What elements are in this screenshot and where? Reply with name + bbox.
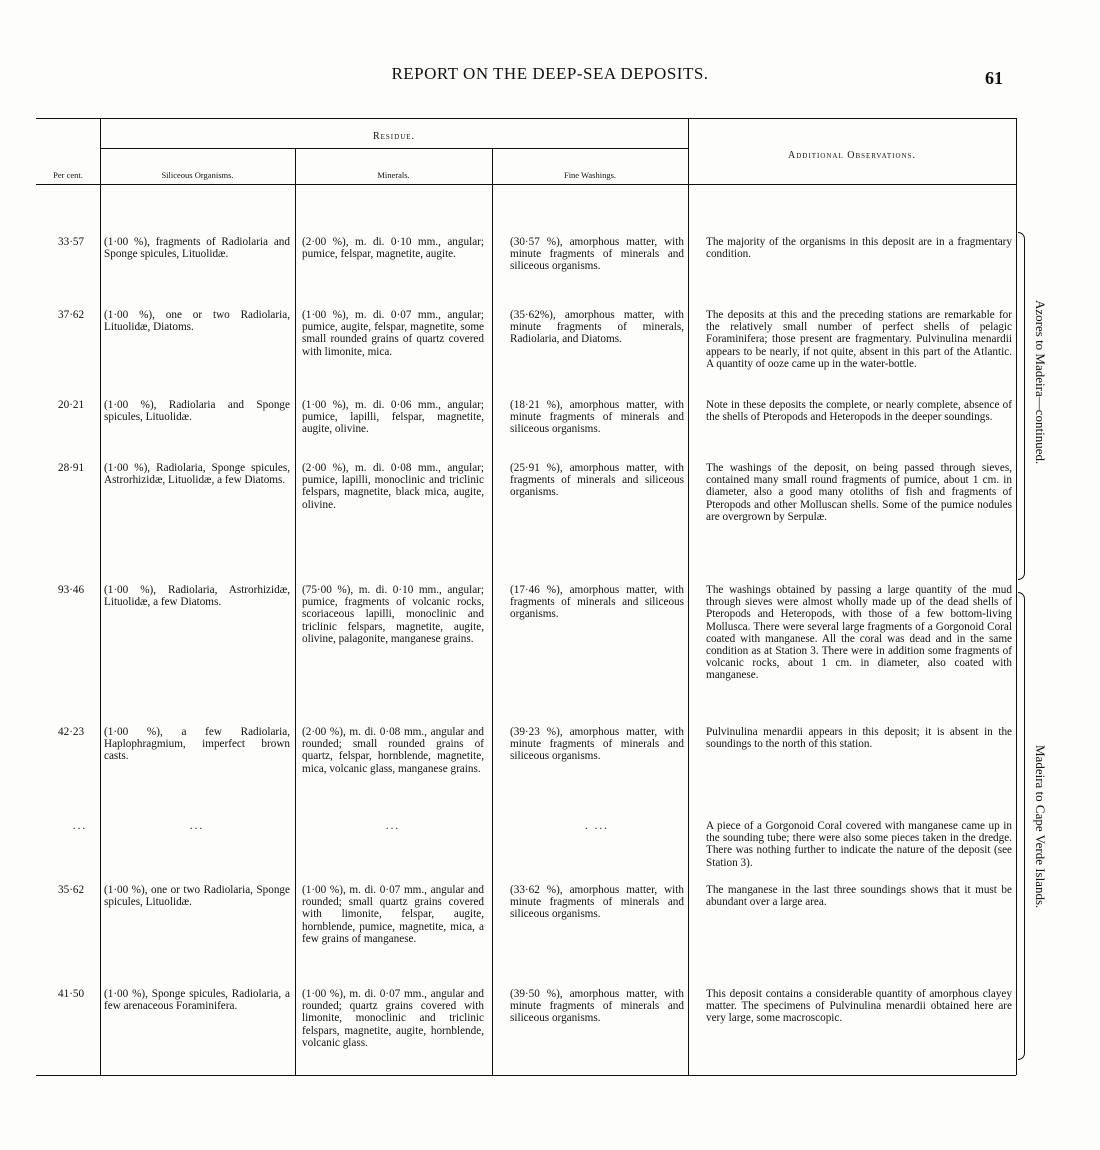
- row-2-observations: The deposits at this and the preceding stations are remarkable for the relatively small number of perfect shells of pelagic Foraminifera; those present are fragmentary. Pulvinulina menardii appears to be nearly, if not quite, absent in this part of the Atlantic. A quantity of ooze came up in the water-bottle.: [706, 309, 1012, 370]
- col-divider-2: [295, 148, 296, 1075]
- row-3-observations: Note in these deposits the complete, or nearly complete, absence of the shells of Pteropods and Heteropods in the deeper soundings.: [706, 399, 1012, 424]
- row-5-observations: The washings obtained by passing a large quantity of the mud through sieves were almost wholly made up of the dead shells of Pteropods and Heteropods, with those of a few bottom-living Mollusca. There were several large fragments of a Gorgonoid Coral coated with manganese. All the coral was dead and in the same condition as at Station 3. There were in addition some fragments of volcanic rocks, about 1 cm. in diameter, also coated with manganese.: [706, 584, 1012, 682]
- row-5-percent: 93·46: [58, 584, 85, 596]
- residue-header: Residue.: [372, 131, 416, 142]
- upper-region-label: Azores to Madeira—continued.: [1033, 300, 1048, 465]
- row-9-observations: This deposit contains a considerable quantity of amorphous clayey matter. The specimens of Pulvinulina menardii obtained here are very large, some macroscopic.: [706, 988, 1012, 1025]
- per-cent-header: Per cent.: [53, 170, 83, 180]
- row-4-minerals: (2·00 %), m. di. 0·08 mm., angular; pumice, lapilli, monoclinic and triclinic felspars, magnetite, black mica, augite, olivine.: [302, 462, 484, 511]
- row-9-siliceous: (1·00 %), Sponge spicules, Radiolaria, a few arenaceous Foraminifera.: [104, 988, 290, 1013]
- row-1-fine-washings: (30·57 %), amorphous matter, with minute fragments of minerals and siliceous organisms.: [510, 236, 684, 273]
- row-2-minerals: (1·00 %), m. di. 0·07 mm., angular; pumice, augite, felspar, magnetite, some small rounded grains of quartz covered with limonite, mica.: [302, 309, 484, 358]
- siliceous-header: Siliceous Organisms.: [161, 170, 234, 180]
- row-7-minerals: ...: [385, 820, 401, 832]
- row-8-siliceous: (1·00 %), one or two Radiolaria, Sponge spicules, Lituolidæ.: [104, 884, 290, 909]
- row-6-fine-washings: (39·23 %), amorphous matter, with minute fragments of minerals and siliceous organisms.: [510, 726, 684, 763]
- row-5-siliceous: (1·00 %), Radiolaria, Astrorhizidæ, Lituolidæ, a few Diatoms.: [104, 584, 290, 609]
- row-4-percent: 28·91: [58, 462, 85, 474]
- table-right-edge: [1016, 118, 1017, 1075]
- page-number: 61: [985, 68, 1003, 88]
- row-9-percent: 41·50: [58, 988, 85, 1000]
- table-top-rule: [36, 118, 1016, 119]
- col-divider-1: [100, 118, 101, 1075]
- residue-underline: [100, 148, 688, 149]
- row-1-siliceous: (1·00 %), fragments of Radiolaria and Sponge spicules, Lituolidæ.: [104, 236, 290, 261]
- row-8-observations: The manganese in the last three soundings shows that it must be abundant over a large area.: [706, 884, 1012, 909]
- row-2-siliceous: (1·00 %), one or two Radiolaria, Lituolidæ, Diatoms.: [104, 309, 290, 334]
- lower-region-label: Madeira to Cape Verde Islands.: [1033, 745, 1048, 909]
- col-divider-3: [492, 148, 493, 1075]
- row-1-percent: 33·57: [58, 236, 85, 248]
- row-8-percent: 35·62: [58, 884, 85, 896]
- row-1-observations: The majority of the organisms in this deposit are in a fragmentary condition.: [706, 236, 1012, 261]
- row-6-minerals: (2·00 %), m. di. 0·08 mm., angular and rounded; small rounded grains of quartz, felspar, hornblende, magnetite, mica, volcanic glass, manganese grains.: [302, 726, 484, 775]
- row-2-fine-washings: (35·62%), amorphous matter, with minute fragments of minerals, Radiolaria, and Diatoms.: [510, 309, 684, 346]
- col-divider-4: [688, 118, 689, 1075]
- row-9-minerals: (1·00 %), m. di. 0·07 mm., angular and rounded; quartz grains covered with limonite, monoclinic and triclinic felspars, magnetite, augite, hornblende, volcanic glass.: [302, 988, 484, 1049]
- table-bottom-rule: [36, 1075, 1016, 1076]
- row-4-observations: The washings of the deposit, on being passed through sieves, contained many small round fragments of pumice, about 1 cm. in diameter, also a good many otoliths of fish and fragments of Pteropods and other Molluscan shells. Some of the pumice nodules are overgrown by Serpulæ.: [706, 462, 1012, 523]
- lower-region-brace: [1018, 592, 1025, 1060]
- row-8-minerals: (1·00 %), m. di. 0·07 mm., angular and rounded; small quartz grains covered with limonite, felspar, augite, hornblende, pumice, magnetite, mica, a few grains of manganese.: [302, 884, 484, 945]
- row-5-fine-washings: (17·46 %), amorphous matter, with fragments of minerals and siliceous organisms.: [510, 584, 684, 621]
- upper-region-brace: [1018, 232, 1025, 580]
- observations-header: Additional Observations.: [788, 150, 916, 161]
- row-3-siliceous: (1·00 %), Radiolaria and Sponge spicules, Lituolidæ.: [104, 399, 290, 424]
- row-4-fine-washings: (25·91 %), amorphous matter, with fragments of minerals and siliceous organisms.: [510, 462, 684, 499]
- row-5-minerals: (75·00 %), m. di. 0·10 mm., angular; pumice, fragments of volcanic rocks, scoriaceous lapilli, monoclinic and triclinic felspars, magnetite, augite, olivine, palagonite, manganese grains.: [302, 584, 484, 645]
- row-9-fine-washings: (39·50 %), amorphous matter, with minute fragments of minerals and siliceous organisms.: [510, 988, 684, 1025]
- row-3-fine-washings: (18·21 %), amorphous matter, with minute fragments of minerals and siliceous organisms.: [510, 399, 684, 436]
- row-6-percent: 42·23: [58, 726, 85, 738]
- row-8-fine-washings: (33·62 %), amorphous matter, with minute fragments of minerals and siliceous organisms.: [510, 884, 684, 921]
- row-4-siliceous: (1·00 %), Radiolaria, Sponge spicules, Astrorhizidæ, Lituolidæ, a few Diatoms.: [104, 462, 290, 487]
- row-7-percent: ...: [72, 820, 88, 832]
- fine-washings-header: Fine Washings.: [563, 170, 617, 180]
- row-6-observations: Pulvinulina menardii appears in this deposit; it is absent in the soundings to the north of this station.: [706, 726, 1012, 751]
- page-header-title: REPORT ON THE DEEP-SEA DEPOSITS.: [391, 64, 709, 83]
- row-3-minerals: (1·00 %), m. di. 0·06 mm., angular; pumice, lapilli, felspar, magnetite, augite, olivine.: [302, 399, 484, 436]
- row-7-siliceous: ...: [189, 820, 205, 832]
- row-1-minerals: (2·00 %), m. di. 0·10 mm., angular; pumice, felspar, magnetite, augite.: [302, 236, 484, 261]
- row-7-fine-washings: . ...: [585, 820, 609, 832]
- row-2-percent: 37·62: [58, 309, 85, 321]
- minerals-header: Minerals.: [377, 170, 410, 180]
- row-6-siliceous: (1·00 %), a few Radiolaria, Haplophragmium, imperfect brown casts.: [104, 726, 290, 763]
- row-7-observations: A piece of a Gorgonoid Coral covered with manganese came up in the sounding tube; there were also some pieces taken in the dredge. There was nothing further to indicate the nature of the deposit (see Station 3).: [706, 820, 1012, 869]
- row-3-percent: 20·21: [58, 399, 85, 411]
- header-bottom-rule: [36, 184, 1016, 185]
